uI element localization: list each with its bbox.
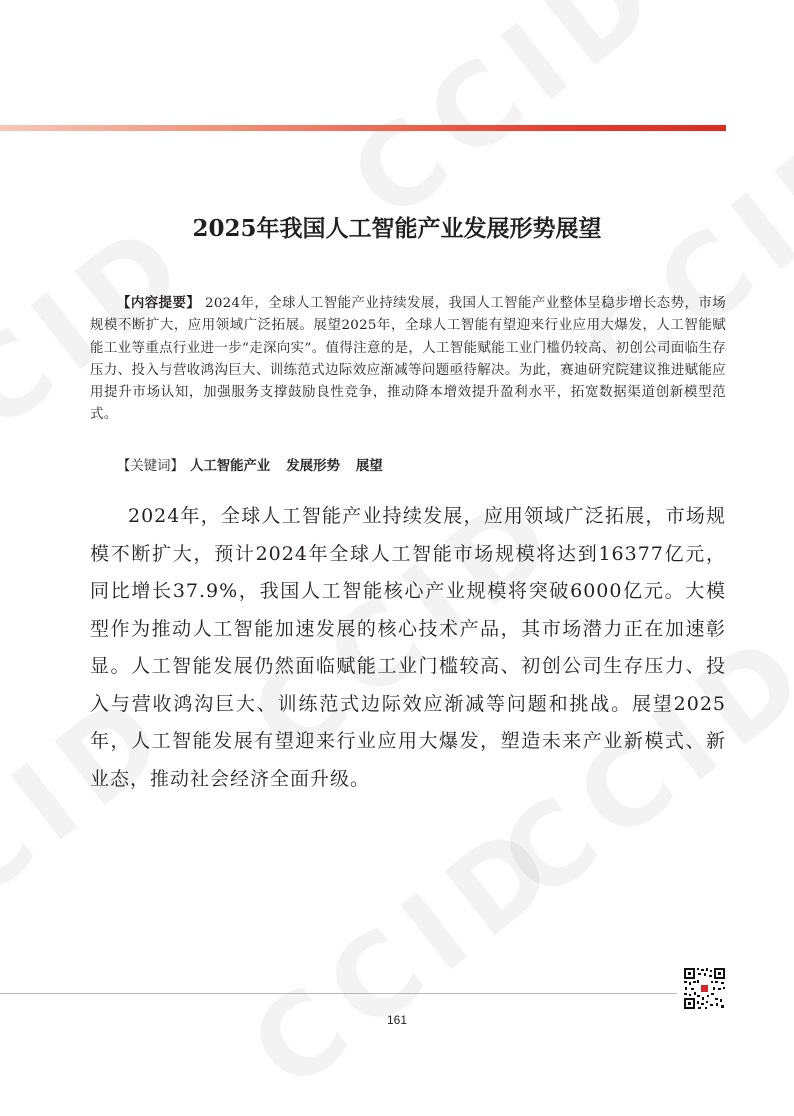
abstract-label: 【内容提要】	[117, 295, 201, 311]
page-title: 2025年我国人工智能产业发展形势展望	[192, 215, 602, 242]
body-paragraph: 2024年，全球人工智能产业持续发展，应用领域广泛拓展，市场规模不断扩大，预计2024年全球人工智能市场规模将达到16377亿元，同比增长37.9%，我国人工智能核心产业规模将突破6000亿元。大模型作为推动人工智能加速发展的核心技术产品，其市场潜力正在加速彰显。人工智能发展仍然面临赋能工业门槛较高、初创公司生存压力、投入与营收鸿沟巨大、训练范式边际效应渐减等问题和挑战。展望2025年，人工智能发展有望迎来行业应用大爆发，塑造未来产业新模式、新业态，推动社会经济全面升级。	[90, 505, 726, 790]
header-accent-bar	[0, 125, 726, 131]
keyword-item: 人工智能产业	[189, 458, 271, 474]
page-number: 161	[386, 1013, 408, 1027]
abstract-text: 2024年，全球人工智能产业持续发展，我国人工智能产业整体呈稳步增长态势，市场规模不断扩大，应用领域广泛拓展。展望2025年，全球人工智能有望迎来行业应用大爆发，人工智能赋能工业等重点行业进一步“走深向实”。值得注意的是，人工智能赋能工业门槛仍较高、初创公司面临生存压力、投入与营收鸿沟巨大、训练范式边际效应渐减等问题亟待解决。为此，赛迪研究院建议推进赋能应用提升市场认知，加强服务支撑鼓励良性竞争，推动降本增效提升盈利水平，拓宽数据渠道创新模型范式。	[90, 296, 726, 423]
keyword-item: 展望	[355, 458, 383, 474]
qr-code-icon	[683, 967, 726, 1010]
keywords-label: 【关键词】	[117, 459, 184, 474]
keywords	[90, 455, 726, 478]
watermark	[328, 0, 688, 246]
keyword-item: 发展形势	[286, 458, 340, 474]
watermark	[228, 794, 588, 1115]
footer-divider	[0, 993, 677, 994]
abstract	[90, 292, 726, 427]
